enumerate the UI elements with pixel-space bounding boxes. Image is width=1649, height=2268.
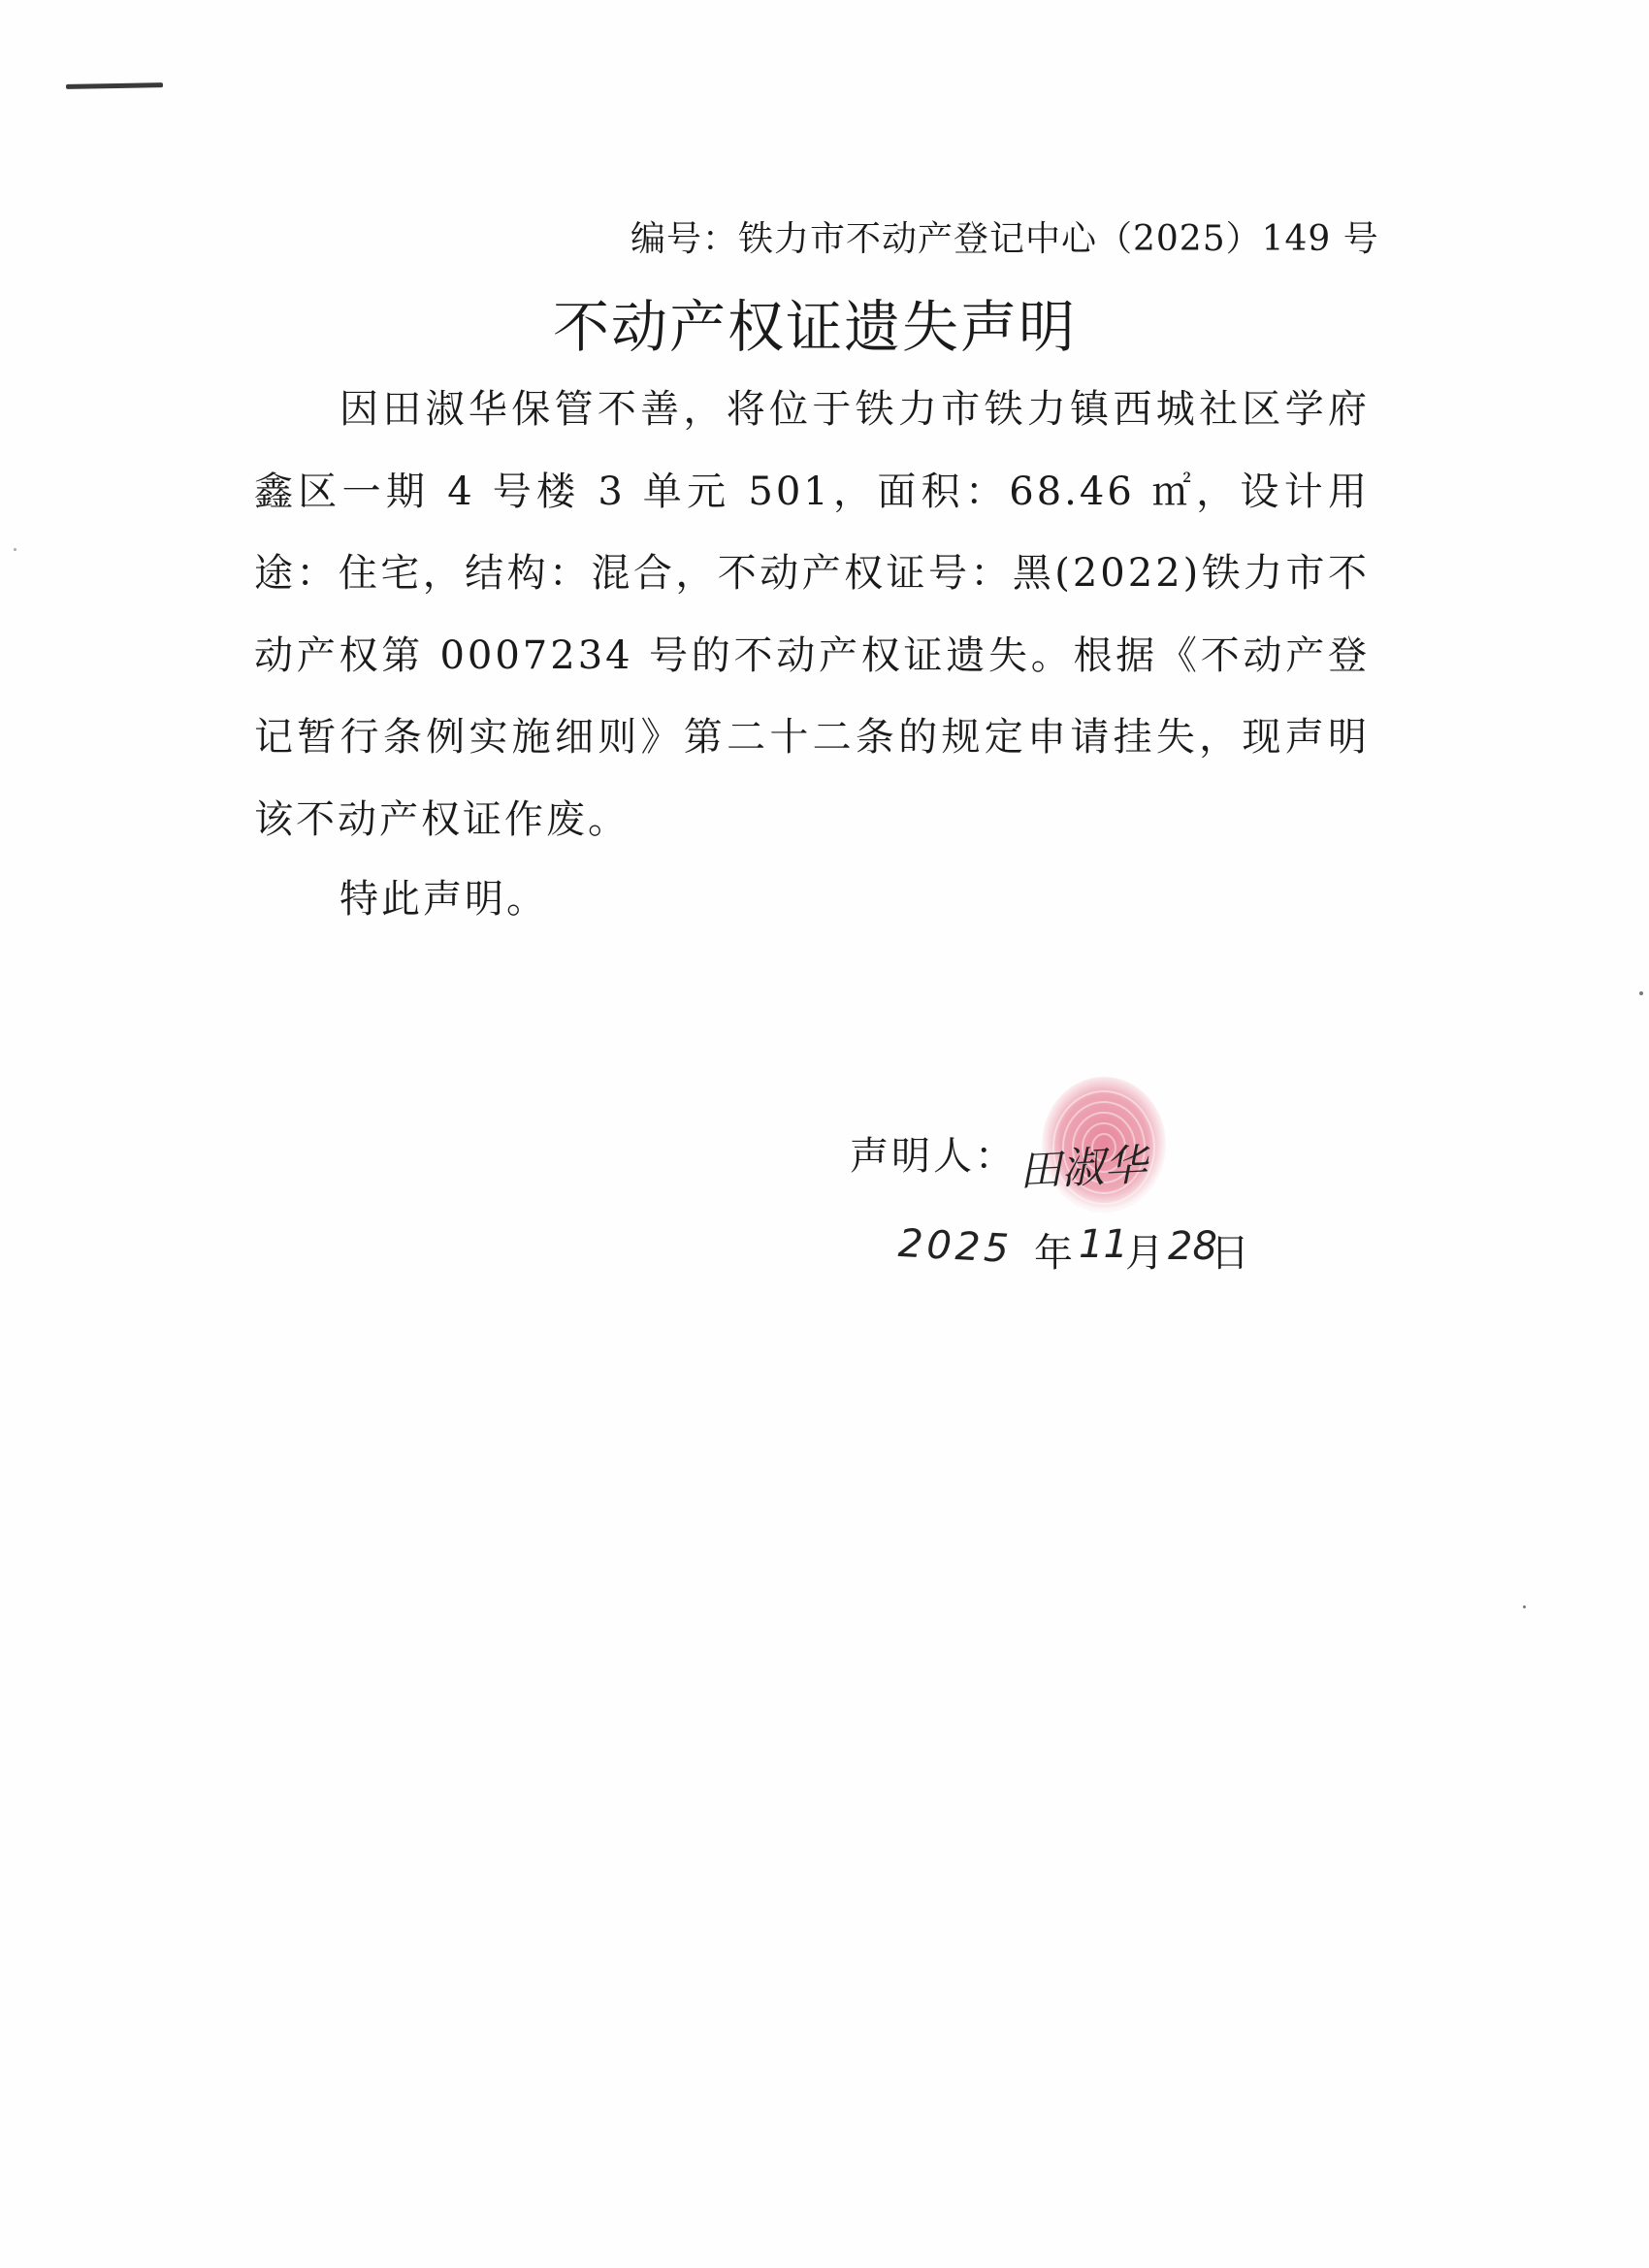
- handwritten-signature: 田淑华: [1017, 1140, 1148, 1197]
- declarant-label: 声明人：: [850, 1134, 1017, 1179]
- scan-speck: [14, 548, 16, 551]
- date-month: 11: [1079, 1222, 1128, 1267]
- scan-speck: [1639, 991, 1643, 995]
- scan-speck: [1523, 1605, 1526, 1608]
- declaration-body: 因田淑华保管不善，将位于铁力市铁力镇西城社区学府鑫区一期 4 号楼 3 单元 501，面积：68.46 ㎡，设计用途：住宅，结构：混合，不动产权证号：黑(2022)铁力市不动产权第 0007234 号的不动产权证遗失。根据《不动产登记暂行条例实施细则》第二十二条的规定申请挂失，现声明该不动产权证作废。: [254, 387, 1370, 842]
- date-year-char: 年: [1034, 1231, 1073, 1276]
- closing-statement: 特此声明。: [340, 877, 548, 922]
- date-day: 28: [1168, 1224, 1217, 1269]
- document-title: 不动产权证遗失声明: [553, 294, 1078, 360]
- scan-pen-mark: [66, 82, 163, 89]
- document-number: 编号：铁力市不动产登记中心（2025）149 号: [630, 219, 1379, 259]
- date-day-char: 日: [1211, 1231, 1249, 1276]
- date-month-char: 月: [1125, 1231, 1164, 1276]
- date-year: 2025: [896, 1220, 1014, 1273]
